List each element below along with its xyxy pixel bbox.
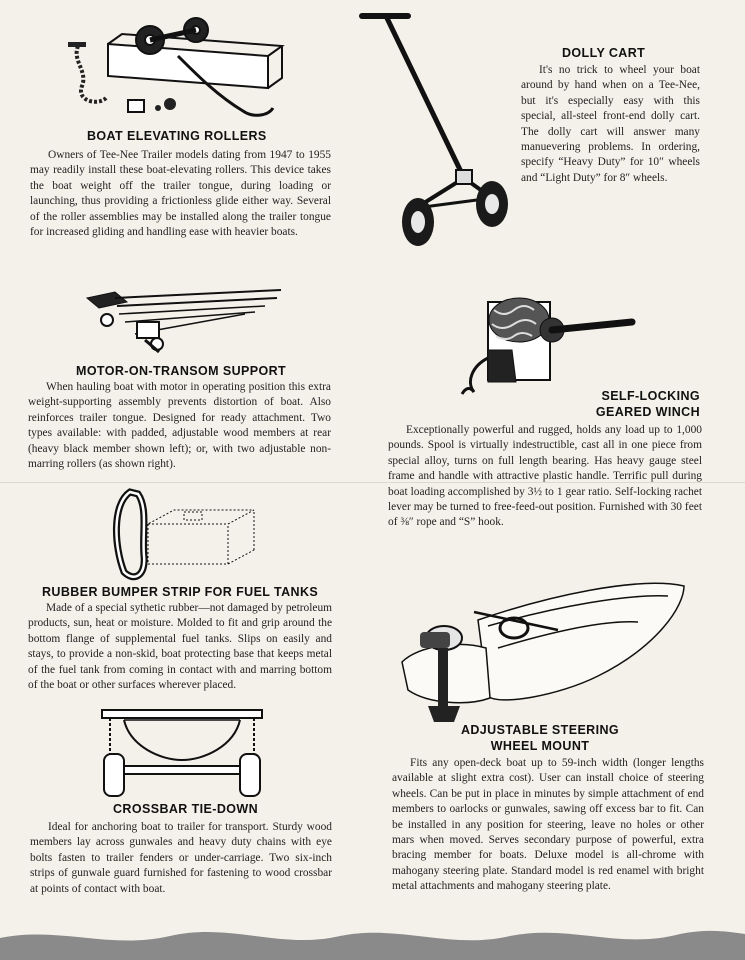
crossbar-body: Ideal for anchoring boat to trailer for transport. Sturdy wood members lay across gunwales and heavy duty chains with eye bolts fasten to trailer fenders or under-carriage. Two six-inch strips of gunwale guard furnished for fastening to wood crossbar at points of contact with boat. bbox=[30, 821, 332, 895]
rubber-bumper-strip-illustration bbox=[108, 486, 258, 582]
rollers-heading: BOAT ELEVATING ROLLERS bbox=[87, 129, 267, 143]
motor-on-transom-support-illustration bbox=[85, 284, 285, 360]
bumper-body: Made of a special sythetic rubber—not damaged by petroleum products, sun, heat or moisture. Molded to fit and grip around the bottom flange of supplemental fuel tanks. Slips on easily and stays, to provide a non-skid, boat protecting base that keeps metal of the fuel tank from coming in contact with and marring bottom of the boat or other surfaces wherever placed. bbox=[28, 602, 332, 692]
steering-body: Fits any open-deck boat up to 59-inch width (longer lengths available at slight extra cost). User can install choice of steering wheels. Can be put in place in minutes by simple attachment of end members to oarlocks or gunwales, sawing off excess bar to fit. Can be installed in any position for steering, leave no holes or other mars when moved. Serves secondary purpose of powerful, extra bracing member for boats. Deluxe model is all-chrome with mahogany steering plate. Standard model is red enamel with bright metal attachments and mahogany steering plate. bbox=[392, 757, 704, 893]
boat-elevating-rollers-illustration bbox=[68, 16, 300, 126]
steering-heading-line2: WHEEL MOUNT bbox=[490, 739, 590, 753]
crossbar-tie-down-illustration bbox=[100, 706, 264, 802]
dolly-heading: DOLLY CART bbox=[562, 46, 646, 60]
dolly-body: It's no trick to wheel your boat around by hand when on a Tee-Nee, but it's especially easy with this special, all-steel front-end dolly cart. The dolly cart will answer many manuevering problems. In ordering, specify “Heavy Duty” for 10″ wheels and “Light Duty” for 8″ wheels. bbox=[521, 64, 700, 184]
bumper-heading: RUBBER BUMPER STRIP FOR FUEL TANKS bbox=[42, 585, 319, 599]
geared-winch-illustration bbox=[452, 282, 636, 402]
winch-heading-line1: SELF-LOCKING bbox=[601, 389, 700, 403]
crossbar-heading: CROSSBAR TIE-DOWN bbox=[113, 802, 258, 816]
footer-wave-band bbox=[0, 920, 745, 960]
dolly-cart-illustration bbox=[356, 10, 526, 250]
motor-heading: MOTOR-ON-TRANSOM SUPPORT bbox=[76, 364, 287, 378]
steering-heading-line1: ADJUSTABLE STEERING bbox=[460, 723, 620, 737]
winch-heading-line2: GEARED WINCH bbox=[595, 405, 700, 419]
steering-wheel-mount-illustration bbox=[398, 566, 690, 732]
motor-body: When hauling boat with motor in operating position this extra weight-supporting assembly prevents distortion of boat. Also reinforces trailer tongue. Designed for ready attachment. Two types available: with padded, adjustable wood members at rear (heavy black member shown left); or, with two adjustable non-marring rollers (as shown right). bbox=[28, 381, 331, 471]
rollers-body: Owners of Tee-Nee Trailer models dating from 1947 to 1955 may readily install these boat-elevating rollers. This device takes the boat weight off the trailer tongue, during loading or launching, thus providing a frictionless glide either way. Several of the roller assemblies may be installed along the trailer tongue for increased gliding and handling ease with heavier boats. bbox=[30, 149, 331, 239]
winch-body: Exceptionally powerful and rugged, holds any load up to 1,000 pounds. Spool is virtually indestructible, cast all in one piece from special alloy, turns on full length bearing. Has heavy gauge steel frame and handle with attractive plastic handle. Terrific pull during boat loading accomplished by 3½ to 1 gear ratio. Self-locking rachet lever may be turned to free-feed-out position. Furnished with 30 feet of ⅜″ rope and “S” hook. bbox=[388, 424, 702, 529]
